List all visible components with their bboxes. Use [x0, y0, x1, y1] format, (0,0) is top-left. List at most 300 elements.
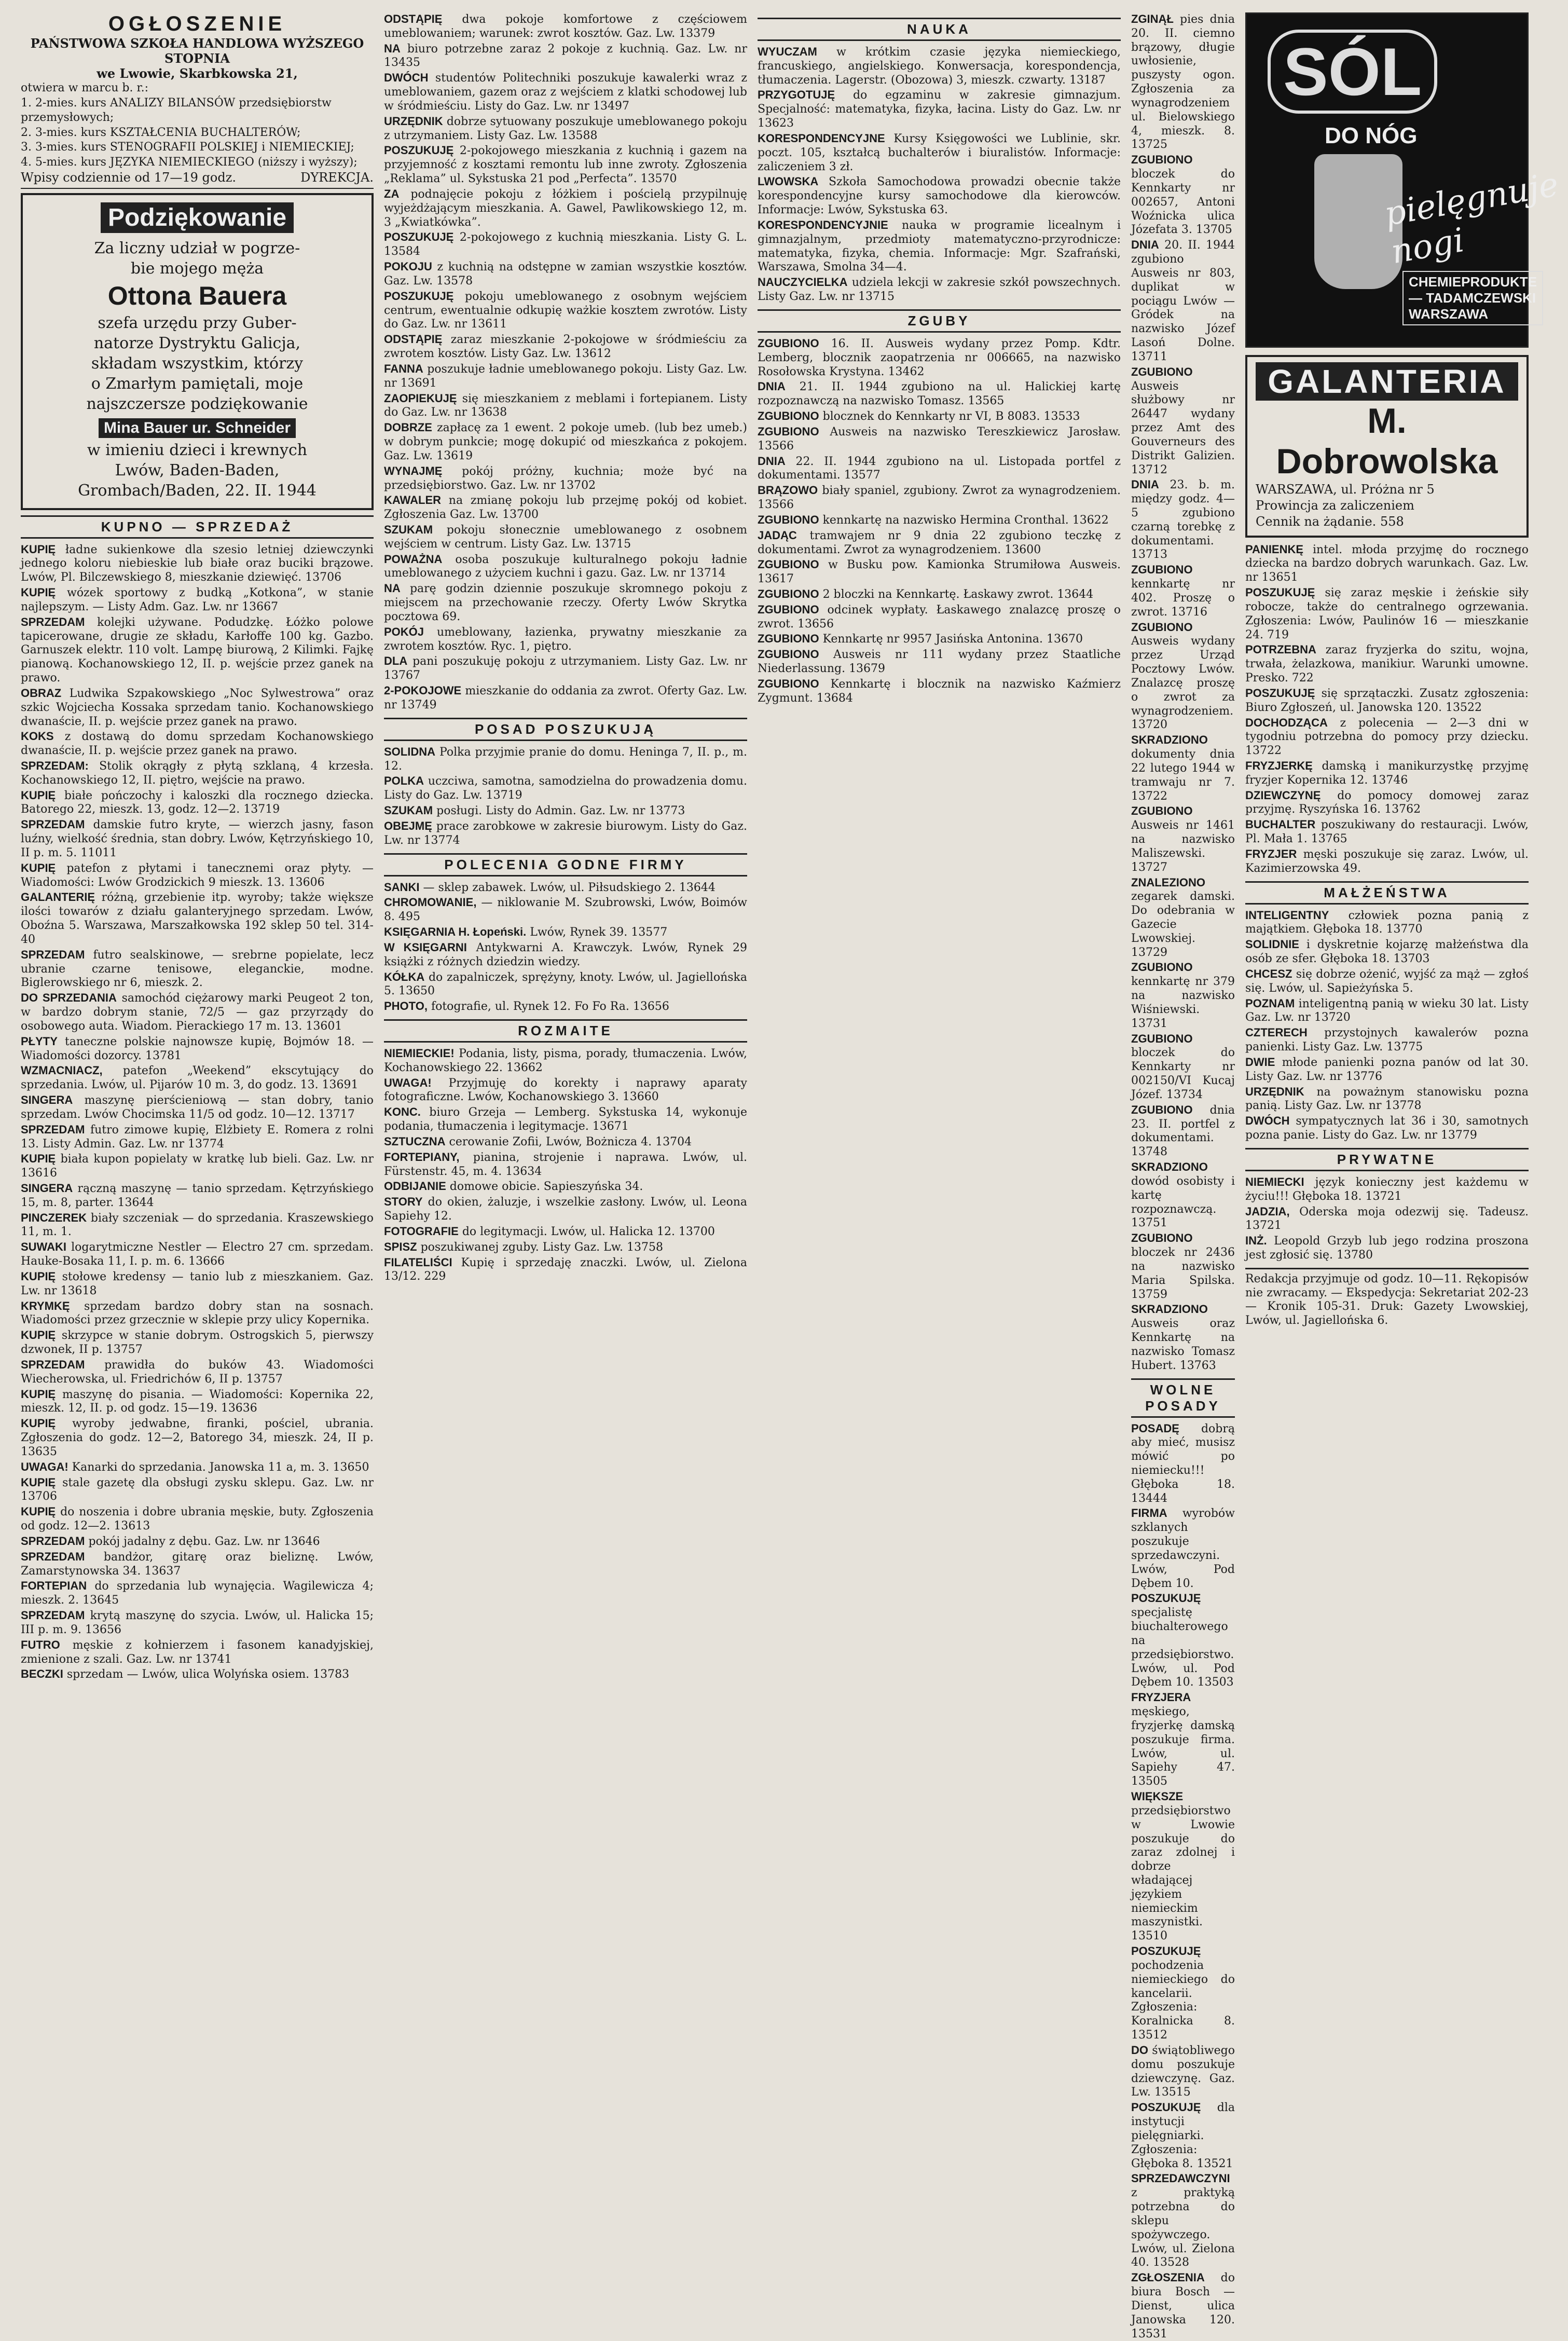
ad-lead-word: OBEJMĘ: [384, 819, 432, 832]
ad-lead-word: SZTUCZNA: [384, 1135, 446, 1148]
ad-text: bloczek do Kennkarty nr 002150/VI Kucaj Józef. 13734: [1131, 1046, 1235, 1101]
section-heading: POSAD POSZUKUJĄ: [384, 718, 747, 741]
ad-lead-word: DNIA: [758, 380, 786, 393]
classified-ad: [1245, 818, 1529, 846]
ad-text: w krótkim czasie języka niemieckiego, francuskiego, angielskiego. Konwersacja, korespondencja, tłumaczenia. Lagerstr. (Obozowa) 3, mieszk. czwarty. 13187: [758, 46, 1121, 87]
ad-lead-word: DWIE: [1245, 1056, 1275, 1069]
ad-lead-word: POZNAM: [1245, 997, 1295, 1010]
ad-text: Ausweis nr 1461 na nazwisko Maliszewski. 13727: [1131, 819, 1235, 873]
ad-text: pianina, strojenie i naprawa. Lwów, ul. Fürstenstr. 45, m. 4. 13634: [384, 1151, 747, 1178]
classified-ad: [384, 745, 747, 774]
ad-lead-word: KOKS: [21, 730, 54, 743]
ad-lead-word: POSZUKUJĘ: [1245, 586, 1315, 599]
ad-text: pokój jadalny z dębu. Gaz. Lw. nr 13646: [88, 1535, 320, 1548]
column-2: [384, 12, 747, 2063]
ad-lead-word: ZGUBIONO: [758, 677, 819, 690]
classified-ad: [758, 603, 1121, 632]
ad-lead-word: ZGUBIONO: [1131, 153, 1193, 166]
galanteria-title: GALANTERIA: [1256, 362, 1518, 401]
section-heading: POLECENIA GODNE FIRMY: [384, 853, 747, 877]
ad-lead-word: SPRZEDAM: [21, 1358, 85, 1371]
ad-lead-word: ZGUBIONO: [1131, 1231, 1193, 1244]
ad-lead-word: W KSIĘGARNI: [384, 941, 467, 954]
ad-text: biały szczeniak — do sprzedania. Kraszewskiego 11, m. 1.: [21, 1212, 374, 1239]
classified-ad: [758, 513, 1121, 528]
ad-lead-word: DOBRZE: [384, 421, 432, 434]
notice-hours: Wpisy codziennie od 17—19 godz.: [21, 170, 236, 185]
ad-lead-word: SINGERA: [21, 1093, 73, 1106]
ad-lead-word: ZGUBIONO: [758, 587, 819, 600]
ad-lead-word: KONC.: [384, 1105, 421, 1118]
notice-signature: DYREKCJA.: [300, 170, 374, 185]
ad-lead-word: NAUCZYCIELKA: [758, 276, 848, 289]
ad-text: maszynę do pisania. — Wiadomości: Kopernika 22, mieszk. 12, II. p. od godz. 15—19. 13636: [21, 1388, 374, 1415]
ad-text: maszynę pierścieniową — stan dobry, tanio sprzedam. Lwów Chocimska 11/5 od godz. 10—12. 13717: [21, 1094, 374, 1121]
ad-lead-word: ZGUBIONO: [758, 513, 819, 526]
ad-text: studentów Politechniki poszukuje kawalerki wraz z umeblowaniem, gazem oraz z wejściem z klatki schodowej lub w śródmieściu. Listy do Gaz. Lw. nr 13497: [384, 72, 747, 113]
ad-lead-word: DO: [1131, 2044, 1148, 2057]
ad-text: podnajęcie pokoju z łóżkiem i pościelą przypilnuję wyjeżdżającym mieszkania. A. Gawel, Pawlikowskiego 12, m. 3 „Kwiatkówka”.: [384, 188, 747, 229]
classified-ad: [1131, 1691, 1235, 1789]
ad-text: w Busku pow. Kamionka Strumiłowa Ausweis. 13617: [758, 558, 1121, 585]
ad-text: się dobrze ożenić, wyjść za mąż — zgłoś się. Lwów, ul. Sapieżyńska 5.: [1245, 968, 1529, 995]
ad-lead-word: KUPIĘ: [21, 1476, 56, 1489]
classified-ad: [21, 759, 374, 788]
ad-text: sprzedam — Lwów, ulica Wolyńska osiem. 13783: [67, 1668, 349, 1681]
ad-text: się mieszkaniem z meblami i fortepianem. Listy do Gaz. Lw. nr 13638: [384, 392, 747, 419]
ad-lead-word: SINGERA: [21, 1182, 73, 1195]
ad-text: pokój próżny, kuchnia; może być na przedsiębiorstwo. Gaz. Lw. nr 13702: [384, 465, 747, 492]
classified-ad: [758, 45, 1121, 87]
classified-ad: [21, 1535, 374, 1549]
classified-ad: [384, 290, 747, 332]
ad-lead-word: DOCHODZĄCA: [1245, 716, 1328, 729]
classified-ad: [1131, 1422, 1235, 1506]
ad-lead-word: 2-POKOJOWE: [384, 684, 461, 697]
classified-ad: [1131, 621, 1235, 733]
ad-text: Ludwika Szpakowskiego „Noc Sylwestrowa” oraz szkic Wojciecha Kossaka sprzedam tanio. Kochanowskiego dwanaście, II. p. wejście przez ganek na prawo.: [21, 687, 374, 728]
ad-lead-word: KUPIĘ: [21, 1270, 56, 1283]
ad-lead-word: NA: [384, 42, 401, 55]
ad-lead-word: SPRZEDAM: [21, 1550, 85, 1563]
ads-list: [21, 543, 374, 1682]
ad-text: futro zimowe kupię, Elżbiety E. Romera z rolni 13. Listy Admin. Gaz. Lw. nr 13774: [21, 1124, 374, 1151]
ad-text: człowiek pozna panią z majątkiem. Głęboka 18. 13770: [1245, 909, 1529, 936]
ad-lead-word: OBRAZ: [21, 687, 61, 700]
ad-text: dwa pokoje komfortowe z częściowem umeblowaniem; warunek: zwrot kosztów. Gaz. Lw. 13379: [384, 13, 747, 40]
ad-lead-word: SPISZ: [384, 1240, 417, 1253]
classified-ad: [384, 12, 747, 41]
ad-text: męskie z kołnierzem i fasonem kanadyjskiej, zmienione z szali. Gaz. Lw. nr 13741: [21, 1639, 374, 1666]
classified-ad: [21, 1460, 374, 1475]
ad-lead-word: ZAOPIEKUJĘ: [384, 392, 457, 405]
classified-ad: [1131, 1303, 1235, 1373]
ad-text: bloczek do Kennkarty nr 002657, Antoni Woźnicka ulica Józefata 3. 13705: [1131, 168, 1235, 236]
ad-text: 16. II. Ausweis wydany przez Pomp. Kdtr. Lemberg, blocznik zaopatrzenia nr 006665, na nazwisko Rosołowska Krystyna. 13462: [758, 337, 1121, 378]
ad-lead-word: KORESPONDENCYJNIE: [758, 218, 888, 231]
classified-ad: [384, 144, 747, 186]
ad-text: Ausweis oraz Kennkartę na nazwisko Tomasz Hubert. 13763: [1131, 1317, 1235, 1372]
classified-ad: [1131, 1790, 1235, 1943]
classified-ad: [384, 970, 747, 999]
ad-text: domowe obicie. Sapieszyńska 34.: [450, 1180, 643, 1193]
ad-text: wyroby jedwabne, firanki, pościel, ubrania. Zgłoszenia do godz. 12—2, Batorego 34, mieszk. 24, II p. 13635: [21, 1417, 374, 1458]
classified-ad: [384, 1195, 747, 1224]
classified-ad: [1131, 2044, 1235, 2100]
ad-text: dokumenty dnia 22 lutego 1944 w tramwaju nr 7. 13722: [1131, 748, 1235, 802]
ad-lead-word: CHROMOWANIE,: [384, 896, 476, 909]
ad-lead-word: BRĄZOWO: [758, 484, 818, 497]
ad-text: dowód osobisty i kartę rozpoznawczą. 13751: [1131, 1175, 1235, 1229]
ad-text: cerowanie Zofii, Lwów, Bożnicza 4. 13704: [449, 1135, 692, 1148]
classified-ad: [384, 42, 747, 71]
ad-text: Oderska moja odezwij się. Tadeusz. 13721: [1245, 1206, 1529, 1233]
classified-ad: [758, 132, 1121, 174]
ad-lead-word: POSZUKUJĘ: [384, 290, 453, 303]
ad-lead-word: ZGUBIONO: [1131, 1103, 1193, 1116]
classified-ad: [21, 1609, 374, 1637]
notice-intro: otwiera w marcu b. r.:: [21, 81, 374, 96]
ad-text: poszukuje ładnie umeblowanego pokoju. Listy Gaz. Lw. nr 13691: [384, 363, 747, 390]
ad-text: Kursy Księgowości we Lublinie, skr. poczt. 105, kształcą buchalterów i biuralistów. Informacje: zaliczeniem 3 zł.: [758, 132, 1121, 173]
classified-ad: [1131, 804, 1235, 874]
classified-ad: [21, 1152, 374, 1181]
column-3: [758, 12, 1121, 2063]
ads-list: [1131, 12, 1235, 1373]
salt-logo: SÓL: [1268, 30, 1437, 114]
classified-ad: [1131, 733, 1235, 803]
ad-text: Lwów, Rynek 39. 13577: [530, 926, 667, 939]
classified-ad: [1245, 643, 1529, 685]
classified-ad: [21, 1329, 374, 1357]
ad-text: Ausweis na nazwisko Tereszkiewicz Jarosław. 13566: [758, 426, 1121, 453]
ad-text: z praktyką potrzebna do sklepu spożywczego. Lwów, ul. Zielona 40. 13528: [1131, 2186, 1235, 2269]
classified-ad: [1245, 1056, 1529, 1084]
ad-lead-word: FANNA: [384, 362, 423, 375]
classified-ad: [21, 1093, 374, 1122]
section-heading: NAUKA: [758, 18, 1121, 41]
galanteria-advertisement: [1245, 355, 1529, 538]
ad-lead-word: URZĘDNIK: [384, 115, 443, 128]
thanks-signature: Mina Bauer ur. Schneider: [99, 418, 296, 438]
classified-ad: [1131, 12, 1235, 152]
ad-text: do legitymacji. Lwów, ul. Halicka 12. 13700: [462, 1225, 715, 1238]
ad-text: pokoju umeblowanego z osobnym wejściem centrum, ewentualnie odkupię ważkie kosztem zwrotów. Listy do Gaz. Lw. nr 13611: [384, 290, 747, 331]
ad-text: futro sealskinowe, — srebrne popielate, lecz ubranie czarne tenisowe, eleganckie, modne. Biglerowskiego nr 6, mieszk. 2.: [21, 949, 374, 990]
classified-ad: [384, 1225, 747, 1239]
ad-lead-word: KUPIĘ: [21, 789, 56, 802]
ad-lead-word: NIEMIECKI: [1245, 1175, 1304, 1188]
classified-ad: [384, 1076, 747, 1105]
classified-ad: [384, 115, 747, 143]
classified-ad: [21, 730, 374, 758]
ad-text: patefon z płytami i tanecznemi oraz płyty. — Wiadomości: Lwów Grodzickich 9 mieszk. 13. 13606: [21, 862, 374, 889]
classified-ad: [384, 819, 747, 848]
classified-ad: [758, 175, 1121, 217]
classified-ad: [758, 632, 1121, 647]
classified-ad: [758, 455, 1121, 483]
notice-footer: [21, 170, 374, 189]
ad-text: z dostawą do domu sprzedam Kochanowskiego dwanaście, II. p. wejście przez ganek na prawo.: [21, 730, 374, 757]
classified-ad: [384, 392, 747, 420]
classified-ad: [21, 1064, 374, 1092]
classified-ad: [21, 1358, 374, 1387]
ad-text: nauka w programie licealnym i gimnazjalnym, przedmioty matematyczno-przyrodnicze: matematyka, fizyka, chemia. Informacje: Mgr. Szafrański, Warszawa, Smolna 34—4.: [758, 219, 1121, 273]
ad-lead-word: KUPIĘ: [21, 586, 56, 599]
ad-text: młode panienki pozna panów od lat 30. Listy Gaz. Lw. nr 13776: [1245, 1056, 1529, 1083]
classified-ad: [1131, 1160, 1235, 1230]
notice-address: we Lwowie, Skarbkowska 21,: [21, 66, 374, 81]
classified-ad: [758, 558, 1121, 586]
galanteria-line: Prowincja za zaliczeniem: [1256, 498, 1518, 514]
thanks-title: Podziękowanie: [101, 202, 294, 233]
thanks-date: Grombach/Baden, 22. II. 1944: [32, 481, 362, 501]
ad-text: dla instytucji pielęgniarki. Zgłoszenia: Głęboka 8. 13521: [1131, 2101, 1235, 2170]
ad-text: Ausweis służbowy nr 26447 wydany przez Amt des Gouverneurs des Distrikt Galizien. 13712: [1131, 380, 1235, 476]
ad-lead-word: POSADĘ: [1131, 1422, 1179, 1435]
ad-text: sympatycznych lat 36 i 30, samotnych pozna panie. Listy do Gaz. Lw. nr 13779: [1245, 1115, 1529, 1142]
ad-lead-word: ZGUBIONO: [758, 603, 819, 616]
ad-text: pies dnia 20. II. ciemno brązowy, długie uwłosienie, puszysty ogon. Zgłoszenia za wynagrodzeniem ul. Bielowskiego 4, mieszk. 8. 13725: [1131, 13, 1235, 151]
column-5: [1245, 12, 1529, 2063]
classified-ad: [21, 1211, 374, 1240]
ad-text: Kanarki do sprzedania. Janowska 11 a, m. 3. 13650: [72, 1461, 369, 1474]
ad-text: różną, grzebienie itp. wyroby; także większe ilości towarów z działu galanteryjnego sprzedam. Lwów, Oboźna 5. Warszawa, Marszałkowska 192 sklep 50 tel. 314-40: [21, 891, 374, 946]
ad-lead-word: ZGUBIONO: [1131, 804, 1193, 817]
ad-text: język konieczny jest każdemu w życiu!!! Głęboka 18. 13721: [1245, 1176, 1529, 1203]
ad-text: 20. II. 1944 zgubiono Ausweis nr 803, duplikat w pociągu Lwów — Gródek na nazwisko Józef Lasoń Dolne. 13711: [1131, 239, 1235, 363]
ad-lead-word: POKOJU: [384, 260, 432, 273]
ad-lead-word: LWOWSKA: [758, 175, 818, 188]
ad-text: do okien, żaluzje, i wszelkie zasłony. Lwów, ul. Leona Sapiehy 12.: [384, 1196, 747, 1223]
classified-ad: [758, 677, 1121, 706]
ad-lead-word: POSZUKUJĘ: [1245, 687, 1315, 700]
ad-text: 2 bloczki na Kennkartę. Łaskawy zwrot. 13644: [823, 588, 1094, 601]
classified-ad: [21, 891, 374, 947]
ad-lead-word: FILATELIŚCI: [384, 1256, 452, 1269]
ad-lead-word: ZGUBIONO: [1131, 365, 1193, 378]
classified-ad: [1131, 2101, 1235, 2171]
classified-ad: [384, 362, 747, 391]
ad-text: — niklowanie M. Szubrowski, Lwów, Boimów 8. 495: [384, 896, 747, 923]
thanks-body: natorze Dystryktu Galicja,: [32, 333, 362, 353]
ad-text: krytą maszynę do szycia. Lwów, ul. Halicka 15; III p. m. 9. 13656: [21, 1609, 374, 1636]
ad-lead-word: ZGUBIONO: [758, 558, 819, 571]
ad-lead-word: SKRADZIONO: [1131, 733, 1208, 746]
ad-lead-word: KRYMKĘ: [21, 1299, 70, 1312]
classified-ad: [21, 1417, 374, 1459]
classified-ad: [21, 1505, 374, 1534]
classified-ad: [384, 187, 747, 229]
ad-lead-word: PANIENKĘ: [1245, 543, 1303, 556]
classified-ad: [1131, 1507, 1235, 1591]
ad-lead-word: SPRZEDAM: [21, 1123, 85, 1136]
section-heading: PRYWATNE: [1245, 1148, 1529, 1171]
ad-text: do sprzedania lub wynajęcia. Wagilewicza 4; mieszk. 2. 13645: [21, 1580, 374, 1607]
ad-lead-word: DNIA: [1131, 478, 1159, 491]
ad-text: umeblowany, łazienka, prywatny mieszkanie za zwrotem kosztów. Ryc. 1, piętro.: [384, 626, 747, 653]
ad-text: do noszenia i dobre ubrania męskie, buty. Zgłoszenia od godz. 12—2. 13613: [21, 1505, 374, 1532]
classified-ad: [758, 337, 1121, 379]
salt-slogan: pielęgnuje nogi: [1382, 166, 1568, 272]
ad-lead-word: FORTEPIAN: [21, 1579, 87, 1592]
classified-ad: [21, 1270, 374, 1298]
classified-ad: [1131, 238, 1235, 364]
ad-text: świątobliwego domu poszukuje dziewczynę. Gaz. Lw. 13515: [1131, 2044, 1235, 2099]
classified-ad: [21, 1182, 374, 1210]
ad-lead-word: CHCESZ: [1245, 967, 1292, 980]
ad-text: prawidła do buków 43. Wiadomości Wiecherowska, ul. Friedrichów 6, II p. 13757: [21, 1359, 374, 1386]
ad-text: do zapalniczek, sprężyny, knoty. Lwów, ul. Jagiellońska 5. 13650: [384, 971, 747, 998]
thanks-box: [21, 193, 374, 510]
galanteria-line: Cennik na żądanie. 558: [1256, 514, 1518, 530]
classified-ad: [384, 684, 747, 713]
ad-lead-word: PINCZEREK: [21, 1211, 87, 1224]
classified-ad: [758, 380, 1121, 408]
ad-text: Szkoła Samochodowa prowadzi obecnie także korespondencyjne kursy samochodowe dla kierowców. Informacje: Lwów, Sykstuska 63.: [758, 175, 1121, 216]
classified-ad: [21, 991, 374, 1033]
ad-lead-word: JADĄC: [758, 529, 797, 542]
classified-ad: [1245, 847, 1529, 876]
ad-lead-word: ZGUBIONO: [1131, 621, 1193, 634]
section-heading: ZGUBY: [758, 309, 1121, 333]
classified-ad: [384, 1000, 747, 1014]
ad-lead-word: DWÓCH: [1245, 1114, 1290, 1127]
ad-lead-word: URZĘDNIK: [1245, 1085, 1304, 1098]
ad-text: biały spaniel, zgubiony. Zwrot za wynagrodzeniem. 13566: [758, 484, 1121, 511]
ad-lead-word: KUPIĘ: [21, 1329, 56, 1341]
ad-text: dobrą aby mieć, musisz mówić po niemiecku!!! Głęboka 18. 13444: [1131, 1422, 1235, 1505]
ad-lead-word: FUTRO: [21, 1638, 60, 1651]
notice-course: 1. 2-mies. kurs ANALIZY BILANSÓW przedsiębiorstw przemysłowych;: [21, 96, 374, 126]
ad-lead-word: UWAGA!: [21, 1460, 68, 1473]
ad-lead-word: FIRMA: [1131, 1507, 1167, 1519]
classified-ad: [1245, 586, 1529, 642]
ad-text: sprzedam bardzo dobry stan na sosnach. Wiadomości przez grzecznie w sklepie przy ulicy Kopernika.: [21, 1300, 374, 1327]
ad-lead-word: FRYZJER: [1245, 847, 1297, 860]
classified-ad: [384, 494, 747, 522]
ad-lead-word: FRYZJERKĘ: [1245, 759, 1313, 772]
ad-text: specjalistę biuchalterowego na przedsiębiorstwo. Lwów, ul. Pod Dębem 10. 13503: [1131, 1606, 1235, 1689]
salt-subtitle: DO NÓG: [1325, 123, 1417, 149]
ad-text: kolejki używane. Podudzkę. Łóżko polowe tapicerowane, drugie ze składu, Karłoffe 100 kg. Gazbo. Garnuszek elektr. 110 volt. Lampę biurową, 2 Kilimki. Fajkę pianową. Kochanowskiego 12, II. p. wejście przez ganek na prawo.: [21, 616, 374, 684]
ad-lead-word: FOTOGRAFIE: [384, 1225, 459, 1238]
ad-text: dnia 23. II. portfel z dokumentami. 13748: [1131, 1104, 1235, 1158]
ad-text: samochód ciężarowy marki Peugeot 2 ton, w bardzo dobrym stanie, 72/5 — gaz przyrządy do osobowego auta. Wiadom. Pierackiego 17 m. 13. 13601: [21, 992, 374, 1033]
ad-text: odcinek wypłaty. Łaskawego znalazcę proszę o zwrot. 13656: [758, 604, 1121, 631]
classified-ad: [1245, 543, 1529, 585]
ad-text: damskie futro kryte, — wierzch jasny, fason luźny, wielkość średnia, stan dobry. Lwów, Kętrzyńskiego 10, II p. m. 5. 11011: [21, 818, 374, 859]
ad-text: z polecenia — 2—3 dni w tygodniu potrzebna do pomocy przy dziecku. 13722: [1245, 717, 1529, 758]
ad-lead-word: SANKI: [384, 881, 419, 894]
ad-lead-word: PHOTO,: [384, 1000, 428, 1012]
ad-lead-word: WZMACNIACZ,: [21, 1064, 103, 1077]
notice-school: PAŃSTWOWA SZKOŁA HANDLOWA WYŻSZEGO STOPNIA: [21, 36, 374, 66]
classified-ad: [21, 1240, 374, 1269]
ad-text: wózek sportowy z budką „Kotkona”, w stanie najlepszym. — Listy Adm. Gaz. Lw. nr 13667: [21, 586, 374, 613]
ad-text: 23. b. m. między godz. 4—5 zgubiono czarną torebkę z dokumentami. 13713: [1131, 478, 1235, 561]
ad-text: fotografie, ul. Rynek 12. Fo Fo Ra. 13656: [431, 1000, 669, 1013]
classified-ad: [1245, 1114, 1529, 1143]
classified-ad: [1245, 789, 1529, 817]
ad-lead-word: ZGUBIONO: [1131, 1032, 1193, 1045]
ad-lead-word: KSIĘGARNIA H. Łopeński.: [384, 925, 526, 938]
salt-maker: CHEMIEPRODUKTE — TADAMCZEWSKI WARSZAWA: [1402, 271, 1543, 325]
ad-text: białe pończochy i kaloszki dla rocznego dziecka. Batorego 22, mieszk. 13, godz. 12—2. 13719: [21, 789, 374, 816]
ad-text: 21. II. 1944 zgubiono na ul. Halickiej kartę rozpoznawczą na nazwisko Tomasz. 13565: [758, 380, 1121, 407]
ad-lead-word: SPRZEDAM: [21, 948, 85, 961]
classified-ad: [384, 654, 747, 683]
thanks-line: Za liczny udział w pogrze-: [32, 238, 362, 258]
ads-list: [1131, 1422, 1235, 2341]
classified-ad: [384, 1240, 747, 1255]
classified-ad: [1131, 1032, 1235, 1102]
classified-ad: [21, 1550, 374, 1579]
ad-lead-word: STORY: [384, 1195, 423, 1208]
classified-ad: [21, 861, 374, 890]
ad-lead-word: INTELIGENTNY: [1245, 909, 1329, 922]
ad-text: na poważnym stanowisku pozna panią. Listy Gaz. Lw. nr 13778: [1245, 1086, 1529, 1113]
ad-text: Ausweis wydany przez Urząd Pocztowy Lwów. Znalazcę proszę o zwrot za wynagrodzeniem. 13720: [1131, 635, 1235, 731]
ad-text: patefon „Weekend” ekscytujący do sprzedania. Lwów, ul. Pijarów 10 m. 3, do godz. 13. 13691: [21, 1064, 374, 1091]
ad-lead-word: SZUKAM: [384, 523, 433, 536]
ad-lead-word: SPRZEDAM: [21, 1609, 85, 1622]
ad-text: do pomocy domowej zaraz przyjmę. Ryszyńska 16. 13762: [1245, 789, 1529, 816]
classified-ad: [384, 523, 747, 552]
ads-list: [384, 745, 747, 848]
classified-ad: [1245, 1175, 1529, 1204]
classified-ad: [1131, 2172, 1235, 2270]
ad-lead-word: DWÓCH: [384, 71, 429, 84]
ad-lead-word: POSZUKUJĘ: [384, 230, 453, 243]
classified-ad: [1245, 967, 1529, 996]
classified-ad: [1245, 1026, 1529, 1055]
ad-lead-word: NA: [384, 582, 401, 595]
ad-lead-word: SOLIDNIE: [1245, 938, 1299, 951]
ads-list: [1245, 909, 1529, 1143]
ad-text: damską i manikurzystkę przyjmę fryzjer Kopernika 12. 13746: [1245, 760, 1529, 787]
ad-text: Polka przyjmie pranie do domu. Heninga 7, II. p., m. 12.: [384, 746, 747, 773]
ad-lead-word: ODSTĄPIĘ: [384, 12, 442, 25]
classified-ad: [1131, 478, 1235, 562]
ad-text: bandżor, gitarę oraz bieliznę. Lwów, Zamarstynowska 34. 13637: [21, 1551, 374, 1578]
classified-ad: [1245, 1234, 1529, 1263]
notice-course: 4. 5-mies. kurs JĘZYKA NIEMIECKIEGO (niższy i wyższy);: [21, 155, 374, 170]
ad-lead-word: KUPIĘ: [21, 1388, 56, 1401]
ad-text: pochodzenia niemieckiego do kancelarii. Zgłoszenia: Koralnicka 8. 13512: [1131, 1959, 1235, 2042]
ad-lead-word: ZNALEZIONO: [1131, 876, 1205, 889]
ad-lead-word: WYNAJMĘ: [384, 464, 442, 477]
ad-text: bloczek nr 2436 na nazwisko Maria Spilska. 13759: [1131, 1246, 1235, 1300]
ad-lead-word: DZIEWCZYNĘ: [1245, 789, 1321, 802]
ad-text: na zmianę pokoju lub przejmę pokój od kobiet. Zgłoszenia Gaz. Lw. 13700: [384, 494, 747, 521]
classified-ad: [384, 925, 747, 940]
classified-ad: [1131, 1945, 1235, 2043]
ad-lead-word: SKRADZIONO: [1131, 1160, 1208, 1173]
ad-lead-word: ODBIJANIE: [384, 1180, 446, 1193]
ad-text: intel. młoda przyjmę do rocznego dziecka na bardzo dobrych warunkach. Gaz. Lw. nr 13651: [1245, 543, 1529, 584]
ad-text: Leopold Grzyb lub jego rodzina proszona jest zgłosić się. 13780: [1245, 1235, 1529, 1262]
ad-text: wyrobów szklanych poszukuje sprzedawczyni. Lwów, Pod Dębem 10.: [1131, 1507, 1235, 1590]
classified-ad: [21, 687, 374, 729]
ad-text: biuro Grzeja — Lemberg. Sykstuska 14, wykonuje podania, tłumaczenia i legitymacje. 13671: [384, 1106, 747, 1133]
classified-ad: [758, 218, 1121, 275]
ad-text: Przyjmuję do korekty i naprawy aparaty fotograficzne. Lwów, Kochanowskiego 3. 13660: [384, 1077, 747, 1104]
ad-text: rączną maszynę — tanio sprzedam. Kętrzyńskiego 15, m. 8, parter. 13644: [21, 1182, 374, 1209]
classified-ad: [384, 804, 747, 818]
classified-ad: [384, 1135, 747, 1149]
editorial-footer: Redakcja przyjmuje od godz. 10—11. Rękopisów nie zwracamy. — Ekspedycja: Sekretariat 202-23 — Kronik 105-31. Druk: Gazety Lwowskiej, Lwów, ul. Jagiellońska 6.: [1245, 1268, 1529, 1328]
